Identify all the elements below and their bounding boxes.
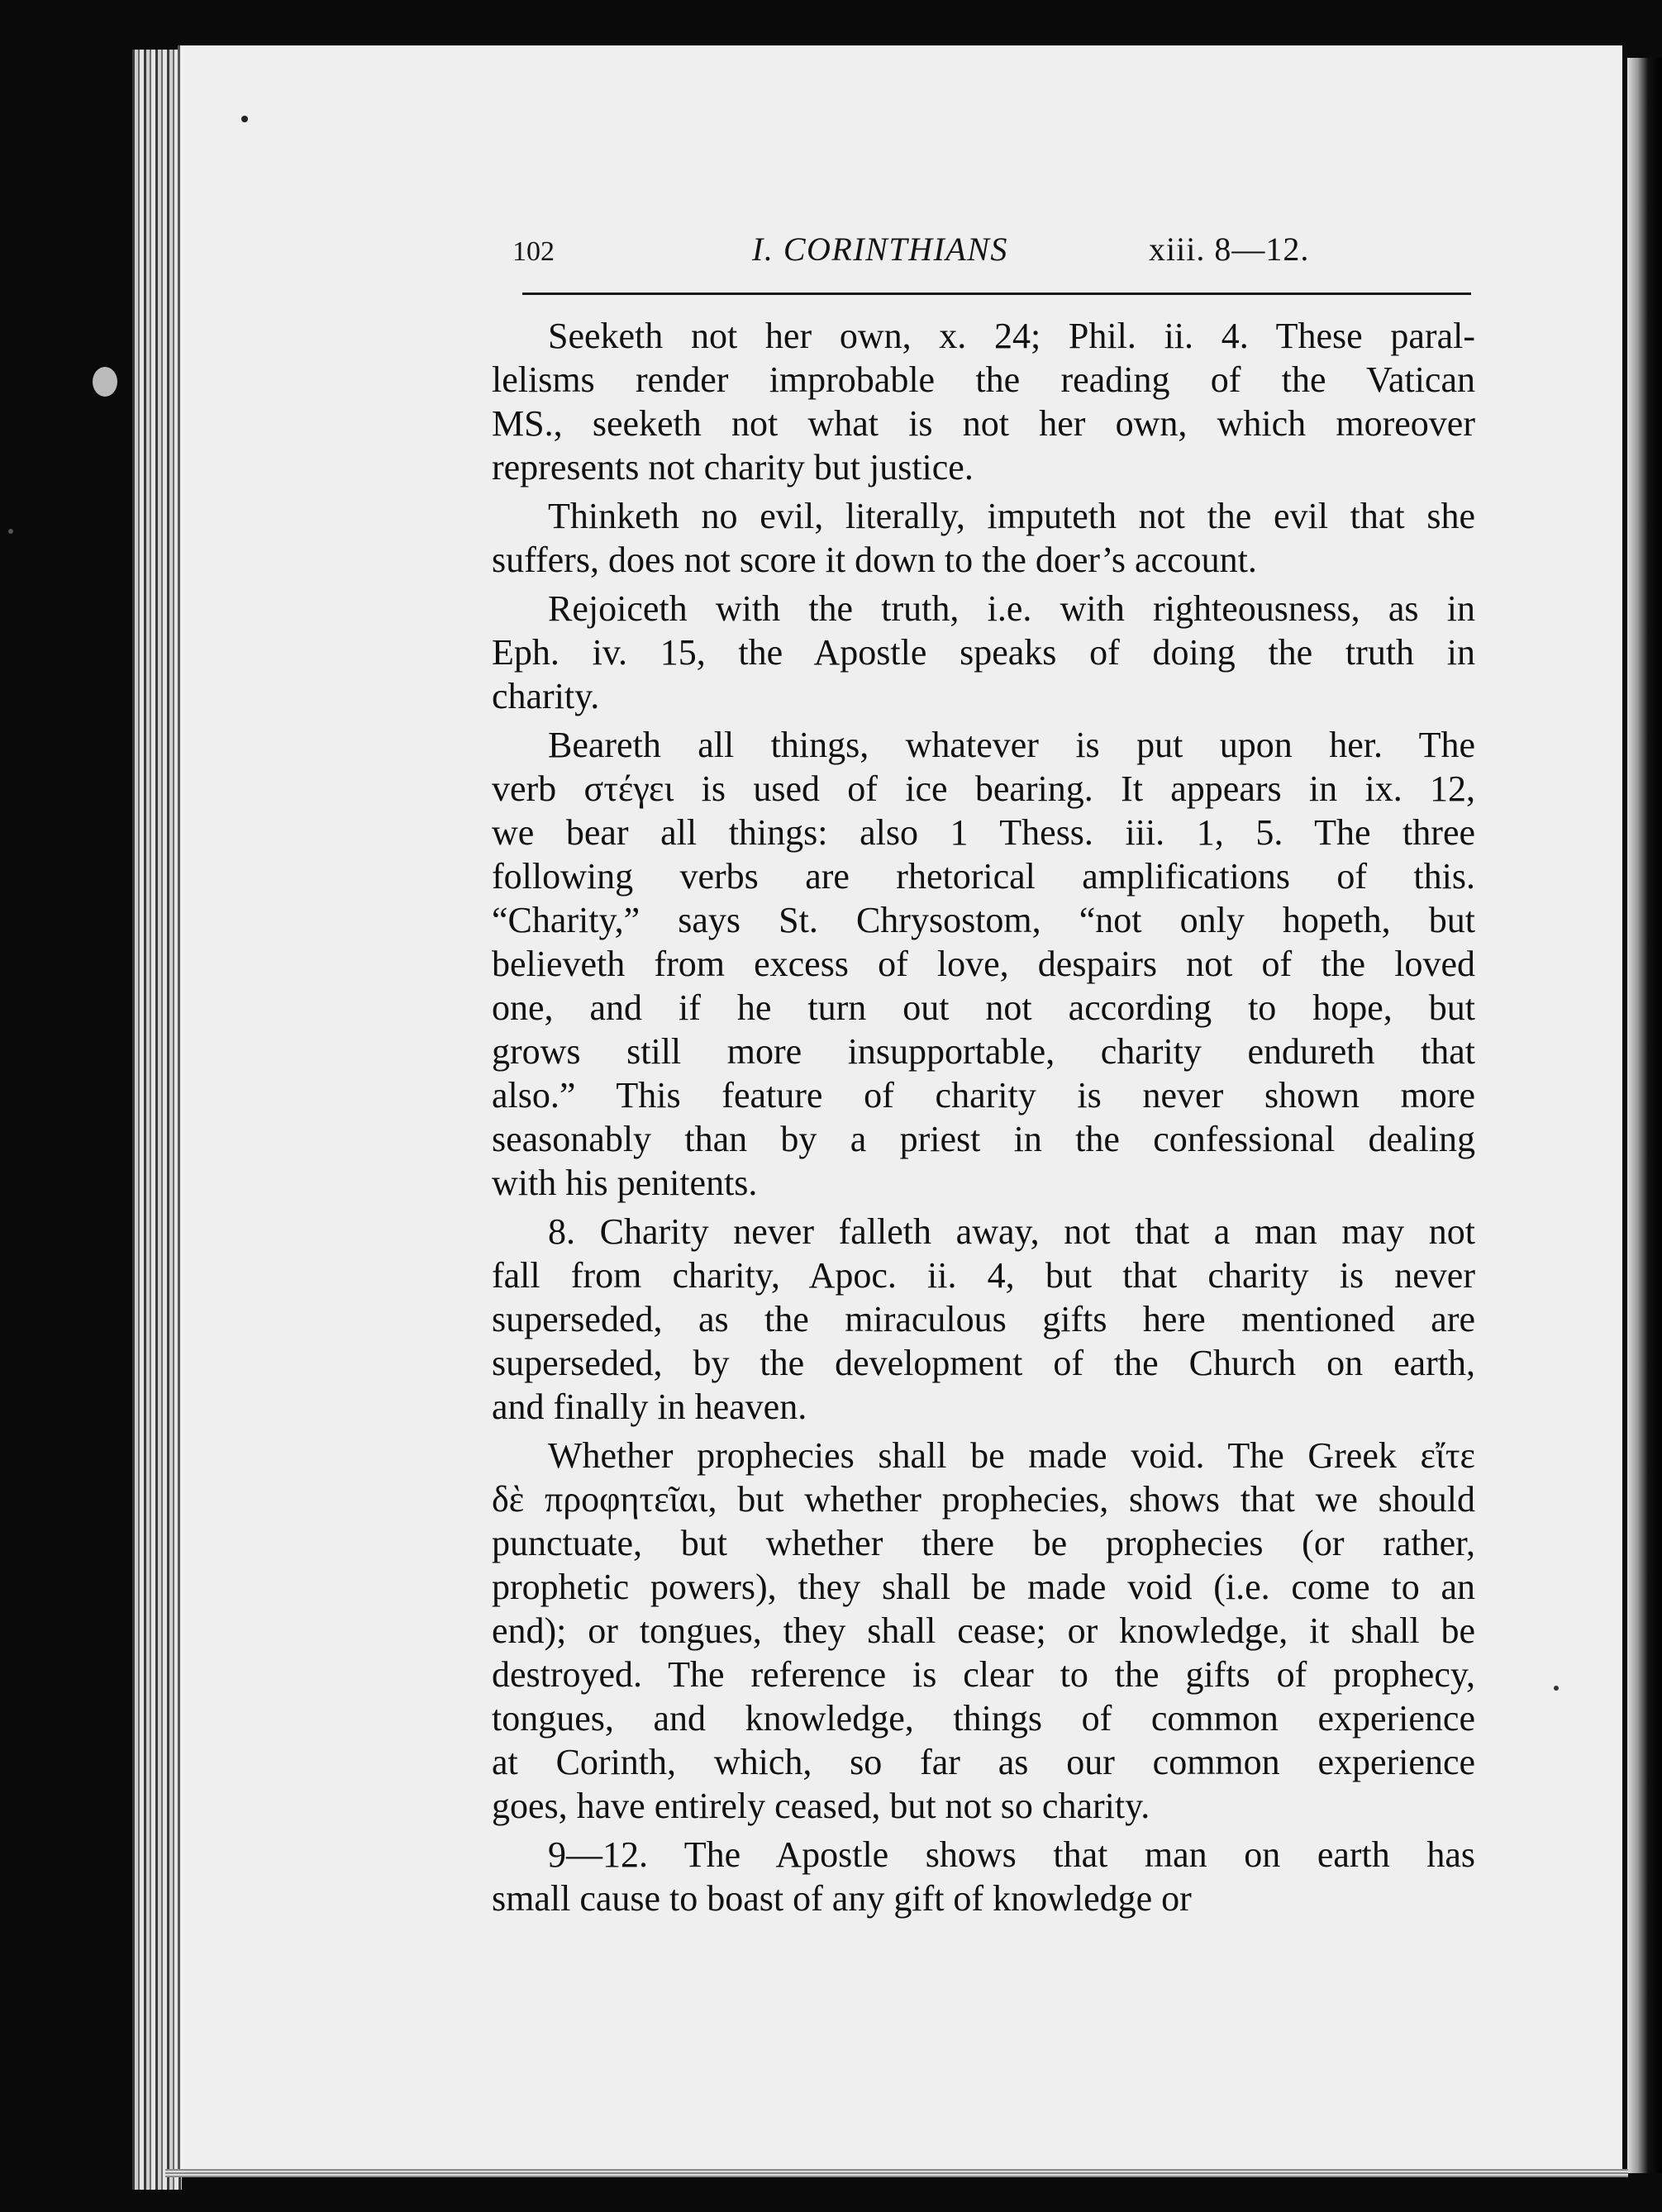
- text-line: tongues, and knowledge, things of common experience: [492, 1698, 1475, 1739]
- page-edge: [1627, 58, 1662, 2173]
- text-line: and finally in heaven.: [492, 1387, 807, 1427]
- text-line: MS., seeketh not what is not her own, which moreover: [492, 403, 1475, 444]
- paragraph: [492, 1210, 1475, 1429]
- text-line: Whether prophecies shall be made void. The Greek εἴτε: [548, 1435, 1475, 1476]
- text-line: one, and if he turn out not according to hope, but: [492, 987, 1475, 1028]
- text-line: at Corinth, which, so far as our common experience: [492, 1742, 1475, 1782]
- paragraph: [492, 314, 1475, 489]
- page-bottom-edge: [165, 2169, 1628, 2177]
- text-line: verb στέγει is used of ice bearing. It appears in ix. 12,: [492, 768, 1475, 809]
- scan-speck: [1554, 1686, 1559, 1691]
- scan-speck: [8, 529, 13, 534]
- header-rule: [522, 293, 1471, 295]
- text-line: small cause to boast of any gift of knowledge or: [492, 1878, 1192, 1919]
- text-line: fall from charity, Apoc. ii. 4, but that charity is never: [492, 1255, 1475, 1296]
- text-line: following verbs are rhetorical amplifications of this.: [492, 856, 1475, 897]
- text-line: 8. Charity never falleth away, not that a man may not: [548, 1211, 1475, 1252]
- text-line: Beareth all things, whatever is put upon her. The: [548, 725, 1475, 765]
- text-line: prophetic powers), they shall be made void (i.e. come to an: [492, 1567, 1475, 1607]
- running-title: I. CORINTHIANS: [752, 231, 1008, 268]
- text-line: punctuate, but whether there be prophecies (or rather,: [492, 1523, 1475, 1563]
- paragraph: [492, 723, 1475, 1205]
- paragraph: [492, 1833, 1475, 1920]
- text-line: seasonably than by a priest in the confessional dealing: [492, 1119, 1475, 1159]
- text-line: Eph. iv. 15, the Apostle speaks of doing the truth in: [492, 632, 1475, 673]
- text-line: grows still more insupportable, charity endureth that: [492, 1031, 1475, 1072]
- page-number: 102: [512, 236, 555, 267]
- text-line: 9—12. The Apostle shows that man on earth has: [548, 1834, 1475, 1875]
- text-line: δὲ προφητεῖαι, but whether prophecies, shows that we should: [492, 1479, 1475, 1520]
- text-line: Rejoiceth with the truth, i.e. with righteousness, as in: [548, 588, 1475, 629]
- chapter-reference: xiii. 8—12.: [1149, 231, 1310, 268]
- text-line: destroyed. The reference is clear to the gifts of prophecy,: [492, 1654, 1475, 1695]
- text-line: superseded, by the development of the Church on earth,: [492, 1343, 1475, 1383]
- paragraph: [492, 494, 1475, 582]
- book-gutter: [132, 50, 182, 2190]
- text-line: we bear all things: also 1 Thess. iii. 1, 5. The three: [492, 812, 1475, 853]
- scan-speck: [93, 367, 117, 397]
- paragraph: [492, 587, 1475, 718]
- page-header: [512, 230, 1479, 279]
- text-line: believeth from excess of love, despairs not of the loved: [492, 944, 1475, 984]
- text-line: Seeketh not her own, x. 24; Phil. ii. 4. These paral-: [548, 316, 1475, 356]
- text-line: charity.: [492, 676, 600, 716]
- text-line: goes, have entirely ceased, but not so charity.: [492, 1786, 1150, 1826]
- text-line: superseded, as the miraculous gifts here mentioned are: [492, 1299, 1475, 1339]
- text-line: with his penitents.: [492, 1163, 758, 1203]
- text-line: suffers, does not score it down to the doer’s account.: [492, 540, 1257, 580]
- text-line: end); or tongues, they shall cease; or knowledge, it shall be: [492, 1610, 1475, 1651]
- text-line: “Charity,” says St. Chrysostom, “not only hopeth, but: [492, 900, 1475, 940]
- paragraph: [492, 1434, 1475, 1828]
- scan-speck: [241, 116, 248, 122]
- body-text: [492, 314, 1475, 1925]
- text-line: also.” This feature of charity is never shown more: [492, 1075, 1475, 1116]
- text-line: represents not charity but justice.: [492, 447, 974, 488]
- text-line: Thinketh no evil, literally, imputeth not the evil that she: [548, 496, 1475, 536]
- text-line: lelisms render improbable the reading of the Vatican: [492, 359, 1475, 400]
